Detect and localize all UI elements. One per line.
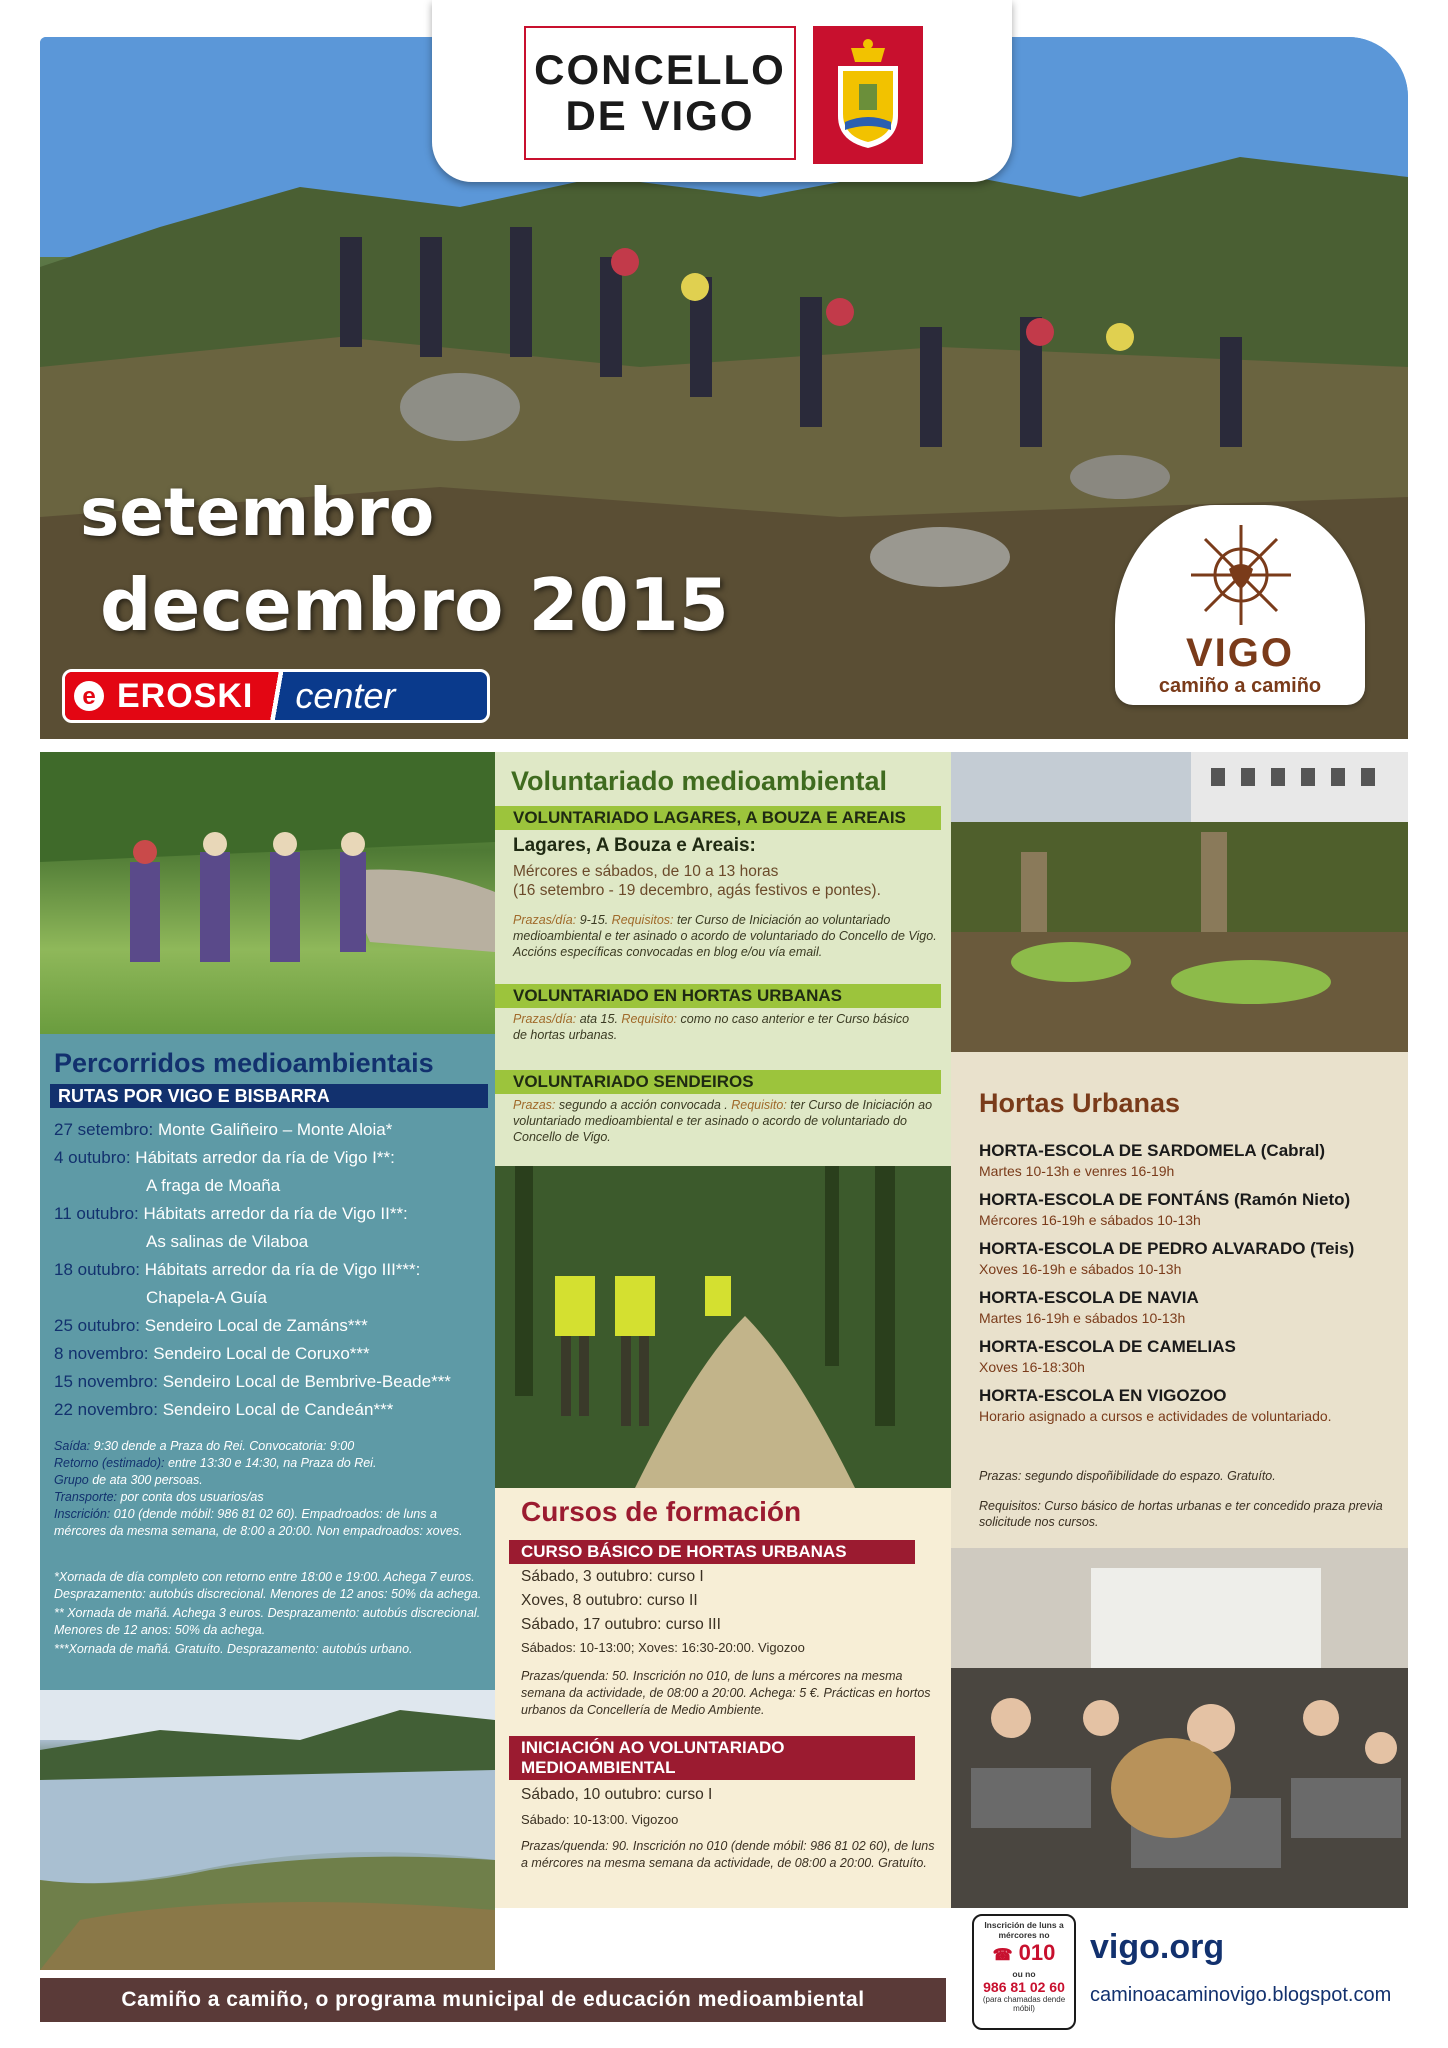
note: *Xornada de día completo con retorno entre 18:00 e 19:00. Achega 7 euros. Desprazamento: autobús discrecional. Menores de 12 anos: 50% da achega.: [54, 1570, 482, 1601]
phone-or: ou no: [1012, 1969, 1036, 1979]
hortas-list: [979, 1140, 1399, 1434]
req-key: Requisitos:: [611, 913, 674, 927]
voluntariado-requirements-1: [513, 912, 937, 960]
cursos-panel: [495, 1488, 951, 1908]
route-item: [54, 1144, 486, 1200]
route-date: 4 outubro:: [54, 1148, 131, 1167]
classroom-photo: [951, 1548, 1408, 1908]
req-text: ata 15.: [576, 1012, 622, 1026]
route-name: Monte Galiñeiro – Monte Aloia*: [157, 1120, 393, 1139]
horta-time: Martes 16-19h e sábados 10-13h: [979, 1310, 1186, 1326]
season-title-line2: decembro 2015: [100, 563, 729, 647]
schedule-line: Mércores e sábados, de 10 a 13 horas: [513, 863, 779, 880]
horta-item: [979, 1287, 1399, 1327]
info-line: [54, 1506, 490, 1540]
info-text: 9:30 dende a Praza do Rei. Convocatoria: 9:00: [90, 1439, 355, 1453]
blog-link[interactable]: caminoacaminovigo.blogspot.com: [1090, 1984, 1392, 2006]
info-key: Saída:: [54, 1439, 91, 1453]
route-date: 15 novembro:: [54, 1372, 158, 1391]
route-name: Sendeiro Local de Coruxo***: [153, 1344, 370, 1363]
info-text: entre 13:30 e 14:30, na Praza do Rei.: [164, 1456, 377, 1470]
route-logistics: [54, 1438, 490, 1540]
horta-item: [979, 1336, 1399, 1376]
curso-label: curso I: [665, 1786, 713, 1803]
req-key: Prazas:: [513, 1098, 556, 1112]
route-item: [54, 1340, 486, 1368]
info-line: [54, 1472, 490, 1489]
req-key: Requisito:: [621, 1012, 678, 1026]
route-name: Hábitats arredor da ría de Vigo II**:: [143, 1204, 408, 1223]
curso-label: curso I: [657, 1568, 704, 1585]
info-key: Grupo: [54, 1473, 89, 1487]
info-line: [54, 1489, 490, 1506]
req-key: Requisito:: [731, 1098, 787, 1112]
bar-line: MEDIOAMBIENTAL: [521, 1758, 676, 1777]
route-item: [54, 1200, 486, 1256]
hortas-note-requirements: Requisitos: Curso básico de hortas urbanas e ter concedido praza previa solicitude nos cursos.: [979, 1499, 1383, 1529]
curso-date: Sábado, 17 outubro:: [521, 1616, 666, 1633]
cursos-title: Cursos de formación: [521, 1496, 802, 1527]
voluntariado-requirements-2: [513, 1011, 937, 1043]
phone-010-number: 010: [1018, 1940, 1056, 1965]
voluntariado-requirements-3: [513, 1097, 937, 1145]
schedule-line: (16 setembro - 19 decembro, agás festivos e pontes).: [513, 882, 881, 899]
horta-time: Mércores 16-19h e sábados 10-13h: [979, 1212, 1201, 1228]
curso-date: Sábado, 10 outubro:: [521, 1786, 666, 1803]
horta-name: HORTA-ESCOLA DE CAMELIAS: [979, 1337, 1236, 1356]
curso-hours: Sábado: 10-13:00. Vigozoo: [521, 1812, 679, 1827]
req-text: como no caso anterior e ter Curso básico: [677, 1012, 910, 1026]
route-place: A fraga de Moaña: [146, 1176, 281, 1195]
horta-name: HORTA-ESCOLA EN VIGOZOO: [979, 1386, 1227, 1405]
eroski-center-logo: [62, 669, 490, 723]
phone-icon: ☎: [992, 1947, 1013, 1964]
percorridos-title: Percorridos medioambientais: [54, 1048, 434, 1078]
website-link[interactable]: vigo.org: [1090, 1928, 1225, 1966]
hikers-trail-photo: [40, 752, 495, 1034]
curso-date-line: [521, 1566, 941, 1588]
season-title: [80, 467, 729, 651]
route-name: Sendeiro Local de Bembrive-Beade***: [162, 1372, 451, 1391]
horta-name: HORTA-ESCOLA DE SARDOMELA (Cabral): [979, 1141, 1325, 1160]
curso-hortas-bar: CURSO BÁSICO DE HORTAS URBANAS: [509, 1540, 915, 1564]
horta-name: HORTA-ESCOLA DE PEDRO ALVARADO (Teis): [979, 1239, 1355, 1258]
horta-time: Xoves 16-19h e sábados 10-13h: [979, 1261, 1182, 1277]
route-name: Hábitats arredor da ría de Vigo I**:: [135, 1148, 395, 1167]
route-date: 25 outubro:: [54, 1316, 141, 1335]
badge-tagline: camiño a camiño: [1158, 675, 1322, 697]
eroski-slash: [265, 672, 287, 720]
hortas-title: Hortas Urbanas: [979, 1088, 1181, 1118]
bar-line: INICIACIÓN AO VOLUNTARIADO: [521, 1738, 785, 1757]
horta-time: Horario asignado a cursos e actividades de voluntariado.: [979, 1408, 1332, 1424]
horta-item: [979, 1140, 1399, 1180]
route-date: 27 setembro:: [54, 1120, 154, 1139]
note: ** Xornada de mañá. Achega 3 euros. Desprazamento: autobús discrecional. Menores de 12 anos: 50% da achega.: [54, 1606, 481, 1637]
curso-date-line: [521, 1590, 941, 1612]
horta-item: [979, 1189, 1399, 1229]
curso-date: Sábado, 3 outubro:: [521, 1568, 658, 1585]
note: ***Xornada de mañá. Gratuíto. Desprazamento: autobús urbano.: [54, 1642, 413, 1656]
route-item: [54, 1116, 486, 1144]
route-place: As salinas de Vilaboa: [146, 1232, 309, 1251]
concello-line2: DE VIGO: [565, 92, 755, 139]
info-text: 010 (dende móbil: 986 81 02 60). Empadroados: de luns a mércores da mesma semana, de 8:00 a 20:00. Non empadroados: xoves.: [54, 1507, 463, 1538]
curso-label: curso II: [646, 1592, 698, 1609]
footer-slogan: Camiño a camiño, o programa municipal de educación medioambiental: [40, 1978, 946, 2022]
voluntariado-bar-lagares: VOLUNTARIADO LAGARES, A BOUZA E AREAIS: [495, 806, 941, 830]
routes-list: [54, 1116, 486, 1424]
phone-info-box: [972, 1914, 1076, 2030]
route-place: Chapela-A Guía: [146, 1288, 267, 1307]
route-date: 18 outubro:: [54, 1260, 141, 1279]
voluntariado-bar-sendeiros: VOLUNTARIADO SENDEIROS: [495, 1070, 941, 1094]
voluntariado-bar-hortas: VOLUNTARIADO EN HORTAS URBANAS: [495, 984, 941, 1008]
phone-note: (para chamadas dende móbil): [982, 1995, 1066, 2013]
req-key: Prazas/día:: [513, 1012, 577, 1026]
voluntariado-panel: [495, 752, 951, 1166]
curso-voluntariado-bar: [509, 1736, 915, 1780]
curso-hours: Sábados: 10-13:00; Xoves: 16:30-20:00. Vigozoo: [521, 1640, 805, 1655]
hortas-note-places: Prazas: segundo dispoñibilidade do espazo. Gratuíto.: [979, 1469, 1276, 1483]
horta-name: HORTA-ESCOLA DE FONTÁNS (Ramón Nieto): [979, 1190, 1351, 1209]
vigo-camino-badge: [1115, 505, 1365, 705]
concello-header: [432, 0, 1012, 182]
info-text: por conta dos usuarios/as: [117, 1490, 264, 1504]
badge-word: VIGO: [1185, 631, 1295, 675]
phone-010: [974, 1940, 1074, 1969]
curso-date-line: [521, 1784, 941, 1806]
concello-line1: CONCELLO: [534, 46, 786, 93]
route-name: Hábitats arredor da ría de Vigo III***:: [144, 1260, 421, 1279]
req-key: Prazas/día:: [513, 913, 577, 927]
forest-path-photo: [495, 1166, 951, 1488]
svg-text:e: e: [82, 683, 96, 710]
route-date: 22 novembro:: [54, 1400, 158, 1419]
route-item: [54, 1368, 486, 1396]
info-key: Transporte:: [54, 1490, 117, 1504]
percorridos-bar: RUTAS POR VIGO E BISBARRA: [50, 1084, 488, 1108]
horta-name: HORTA-ESCOLA DE NAVIA: [979, 1288, 1199, 1307]
curso-hortas-note: Prazas/quenda: 50. Inscrición no 010, de luns a mércores na mesma semana da actividade, de 08:00 a 20:00. Achega: 5 €. Prácticas en hortos urbanos da Concellería de Medio Ambiente.: [521, 1669, 931, 1717]
eroski-suffix: center: [295, 675, 396, 716]
req-text: ter Curso de Iniciación ao voluntariado medioambiental e ter asinado o acordo de voluntariado do Concello de Vigo.: [513, 1098, 933, 1144]
horta-time: Martes 10-13h e venres 16-19h: [979, 1163, 1175, 1179]
urban-garden-photo: [951, 752, 1408, 1052]
voluntariado-places: Lagares, A Bouza e Areais:: [513, 835, 756, 856]
route-item: [54, 1312, 486, 1340]
horta-time: Xoves 16-18:30h: [979, 1359, 1085, 1375]
info-text: de ata 300 persoas.: [88, 1473, 203, 1487]
route-name: Sendeiro Local de Zamáns***: [144, 1316, 368, 1335]
season-title-line1: setembro: [80, 474, 435, 551]
req-text: 9-15.: [576, 913, 612, 927]
info-line: [54, 1455, 490, 1472]
voluntariado-title: Voluntariado medioambiental: [511, 766, 888, 796]
info-line: [54, 1438, 490, 1455]
voluntariado-schedule: [513, 862, 937, 900]
req-text: ter Curso de Iniciación ao voluntariado medioambiental e ter asinado o acordo de voluntariado do Concello de Vigo. Accións específicas convocadas en blog e/ou vía email.: [513, 913, 937, 959]
route-item: [54, 1256, 486, 1312]
percorridos-panel: [40, 1034, 495, 1690]
estuary-photo: [40, 1690, 495, 1970]
req-text: segundo a acción convocada .: [555, 1098, 732, 1112]
curso-date-line: [521, 1614, 941, 1636]
concello-logo-text: [524, 26, 796, 160]
coat-of-arms-icon: [813, 26, 923, 164]
curso-voluntariado-note: Prazas/quenda: 90. Inscrición no 010 (dende móbil: 986 81 02 60), de luns a mércores na mesma semana da actividade, de 08:00 a 20:00. Gratuíto.: [521, 1839, 935, 1870]
hortas-panel: [951, 1052, 1408, 1548]
phone-mobile: 986 81 02 60: [983, 1979, 1065, 1995]
route-name: Sendeiro Local de Candeán***: [162, 1400, 394, 1419]
req-text: de hortas urbanas.: [513, 1028, 618, 1042]
route-item: [54, 1396, 486, 1424]
info-key: Inscrición:: [54, 1507, 111, 1521]
info-key: Retorno (estimado):: [54, 1456, 165, 1470]
phone-top-text: Inscrición de luns a mércores no: [984, 1920, 1064, 1940]
curso-label: curso III: [665, 1616, 721, 1633]
route-notes: [54, 1569, 490, 1660]
compass-rose-icon: [1189, 523, 1293, 627]
eroski-brand: EROSKI: [113, 672, 265, 720]
route-date: 11 outubro:: [54, 1204, 139, 1223]
route-date: 8 novembro:: [54, 1344, 149, 1363]
horta-item: [979, 1385, 1399, 1425]
curso-date: Xoves, 8 outubro:: [521, 1592, 647, 1609]
eroski-e-icon: [65, 672, 113, 720]
horta-item: [979, 1238, 1399, 1278]
